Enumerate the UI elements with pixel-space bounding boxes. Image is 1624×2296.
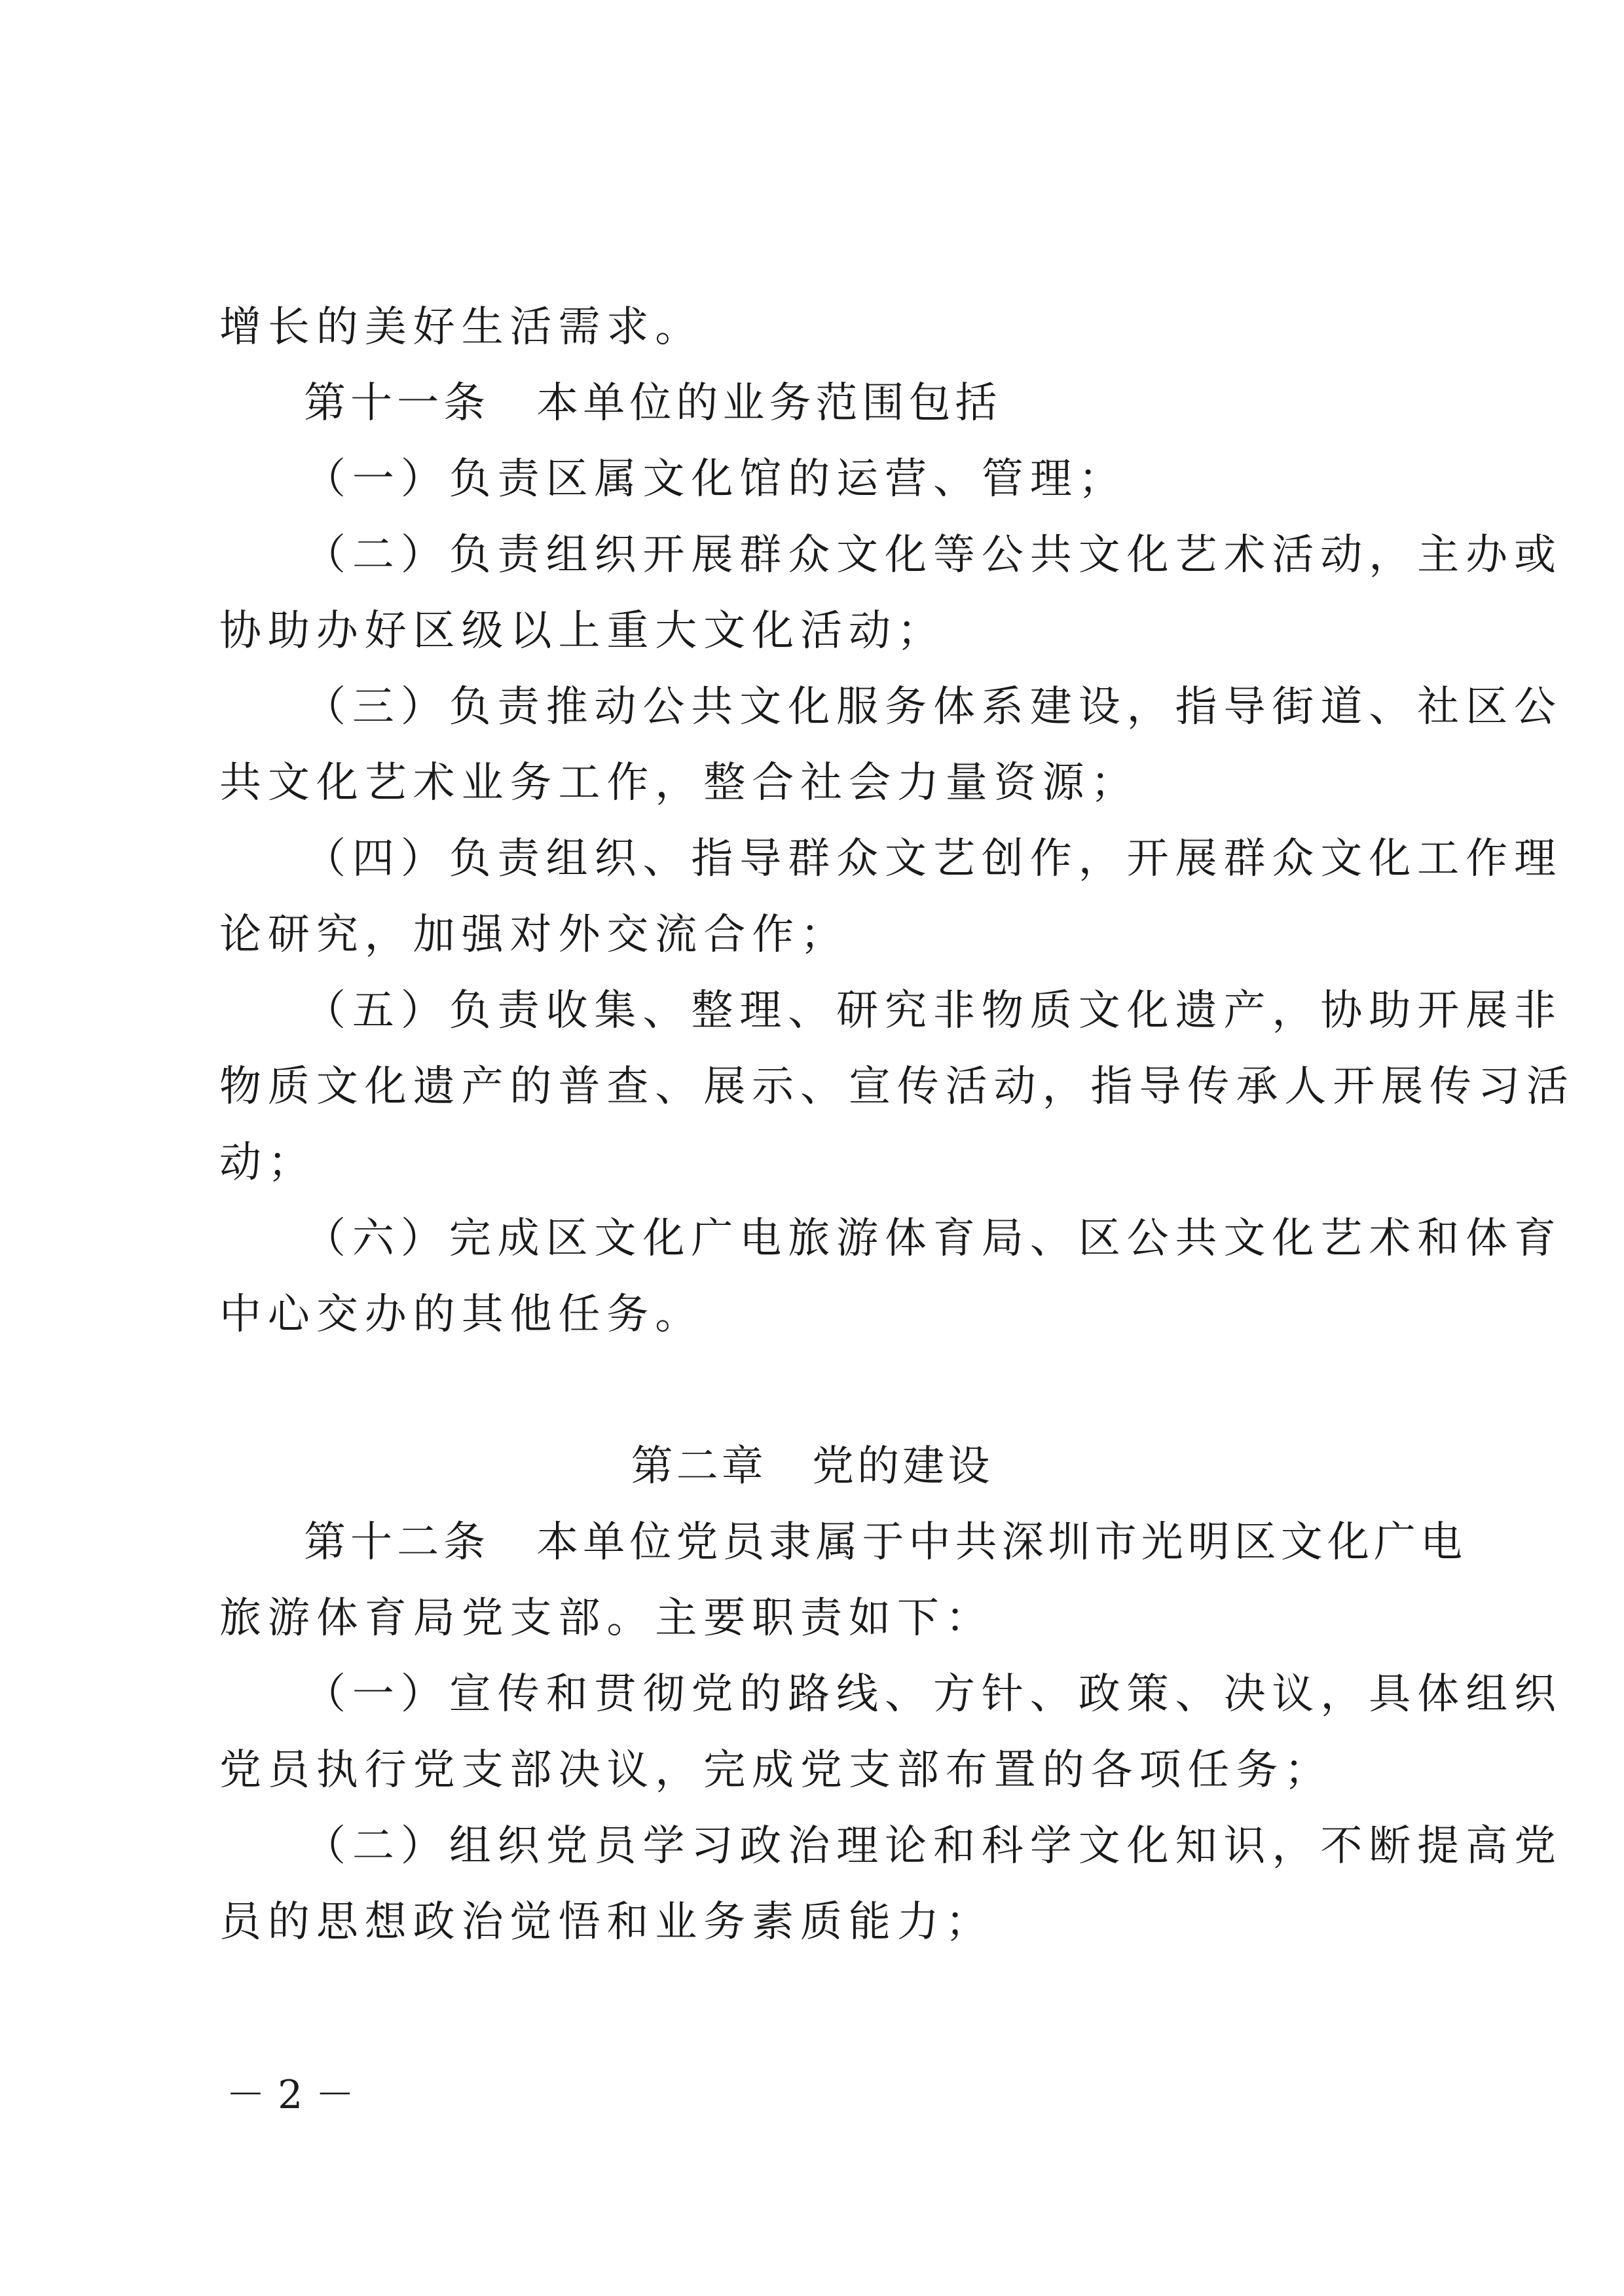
paragraph-line: 共文化艺术业务工作，整合社会力量资源； [219,759,1139,807]
paragraph-line: 动； [219,1139,316,1187]
article-11-heading: 第十一条 本单位的业务范围包括 [304,379,1002,428]
paragraph-line: 中心交办的其他任务。 [219,1290,704,1339]
list-item: （六）完成区文化广电旅游体育局、区公共文化艺术和体育 [304,1214,1562,1263]
paragraph-line: 协助办好区级以上重大文化活动； [219,607,946,655]
list-item: （二）负责组织开展群众文化等公共文化艺术活动，主办或 [304,531,1562,579]
article-12-heading: 第十二条 本单位党员隶属于中共深圳市光明区文化广电 [304,1518,1467,1567]
list-item: （五）负责收集、整理、研究非物质文化遗产，协助开展非 [304,987,1562,1035]
list-item: （四）负责组织、指导群众文艺创作，开展群众文化工作理 [304,835,1562,883]
list-item: （一）负责区属文化馆的运营、管理； [304,455,1127,503]
list-item: （二）组织党员学习政治理论和科学文化知识，不断提高党 [304,1822,1562,1870]
list-item: （一）宣传和贯彻党的路线、方针、政策、决议，具体组织 [304,1670,1562,1719]
chapter-heading: 第二章 党的建设 [631,1442,993,1491]
paragraph-line: 旅游体育局党支部。主要职责如下： [219,1594,994,1643]
paragraph-line: 物质文化遗产的普查、展示、宣传活动，指导传承人开展传习活 [219,1063,1575,1111]
paragraph-line: 论研究，加强对外交流合作； [219,911,849,959]
paragraph-line: 党员执行党支部决议，完成党支部布置的各项任务； [219,1746,1333,1795]
paragraph-line: 员的思想政治觉悟和业务素质能力； [219,1898,994,1946]
paragraph-line: 增长的美好生活需求。 [219,303,704,352]
list-item: （三）负责推动公共文化服务体系建设，指导街道、社区公 [304,683,1562,731]
page-number: － 2 － [226,2072,355,2118]
